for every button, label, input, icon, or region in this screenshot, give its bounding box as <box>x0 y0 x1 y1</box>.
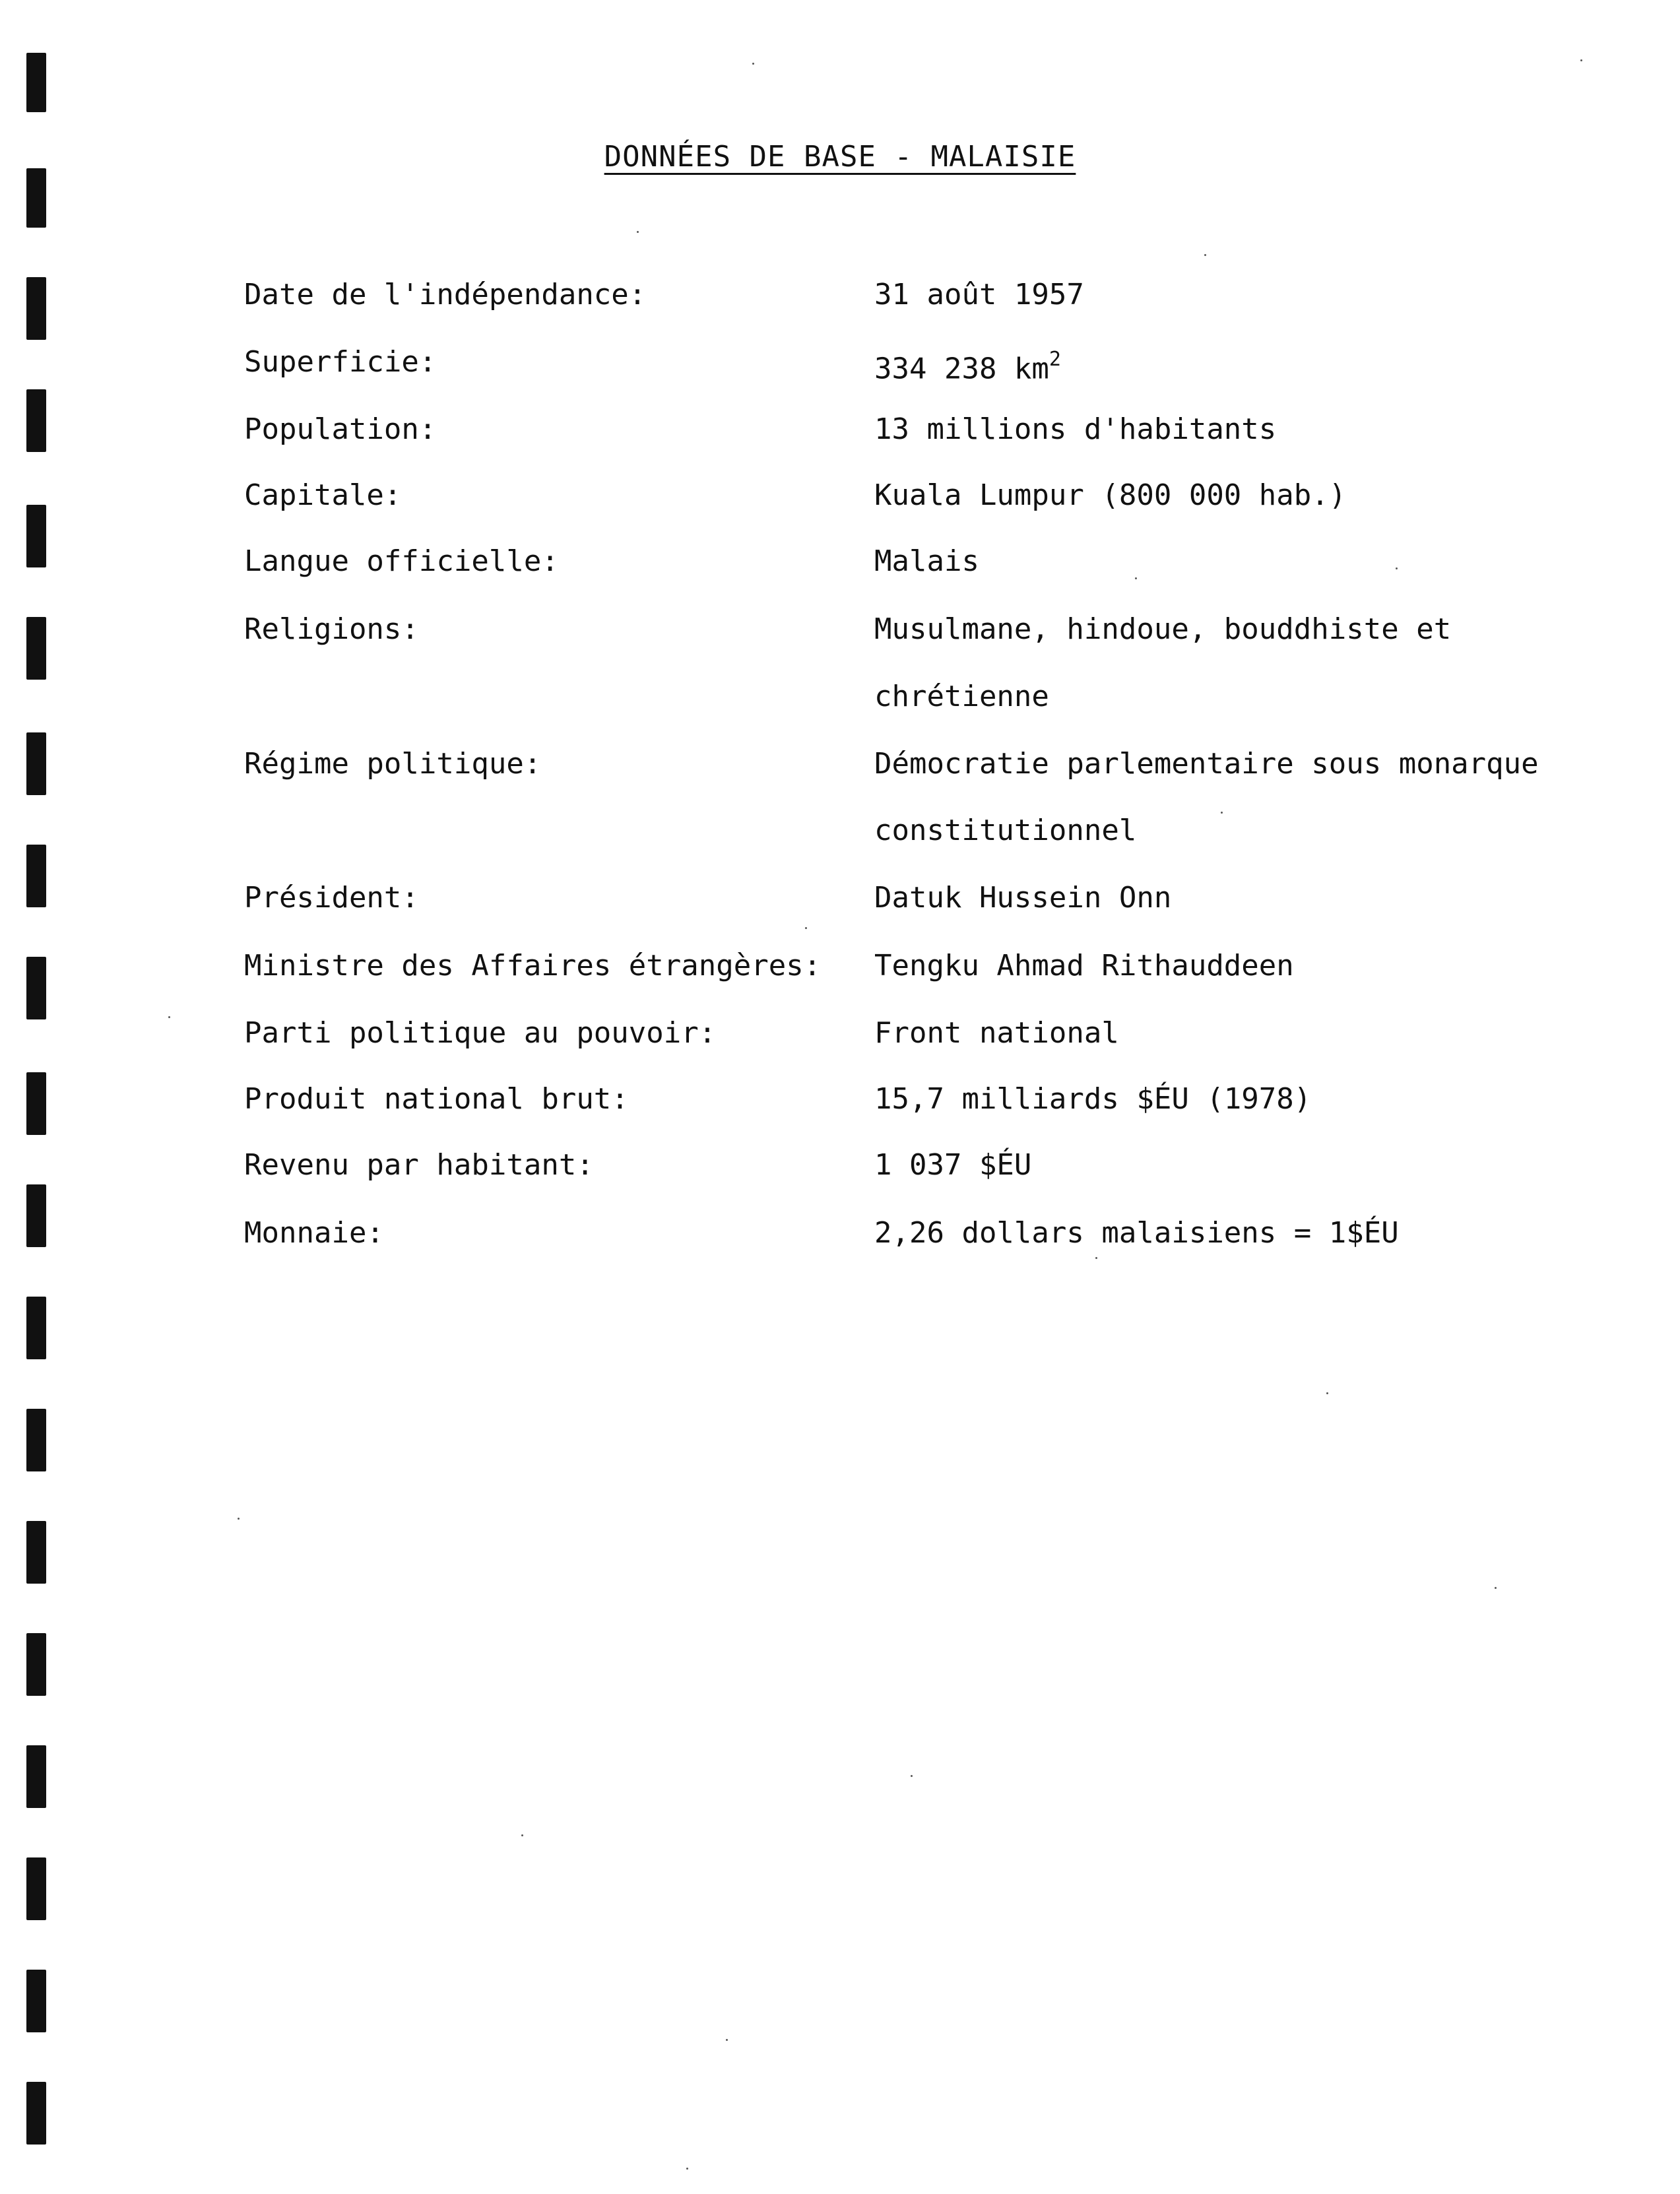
fact-value: Front national <box>874 1016 1119 1050</box>
fact-row-gnp <box>244 1066 1564 1133</box>
fact-row-political-regime-continued <box>244 797 1564 864</box>
fact-row-ruling-party <box>244 1000 1564 1067</box>
fact-value: 31 août 1957 <box>874 278 1084 311</box>
fact-label: Monnaie: <box>244 1216 384 1250</box>
fact-value-continuation: chrétienne <box>874 680 1049 713</box>
fact-value: 2,26 dollars malaisiens = 1$ÉU <box>874 1216 1399 1250</box>
scan-speck <box>1396 567 1398 569</box>
scan-speck <box>1221 812 1223 814</box>
binding-mark <box>26 277 46 340</box>
binding-mark <box>26 1409 46 1471</box>
scan-speck <box>637 231 639 233</box>
binding-mark <box>26 1184 46 1247</box>
area-unit-exponent: 2 <box>1049 348 1061 371</box>
scan-speck <box>1495 1587 1497 1589</box>
scan-speck <box>911 1775 913 1777</box>
binding-mark <box>26 389 46 452</box>
binding-mark <box>26 1633 46 1696</box>
fact-value: 1 037 $ÉU <box>874 1148 1032 1182</box>
fact-value-continuation: constitutionnel <box>874 814 1137 847</box>
fact-value: 13 millions d'habitants <box>874 412 1277 446</box>
fact-label: Religions: <box>244 612 419 646</box>
scan-speck <box>168 1016 170 1018</box>
scan-speck <box>238 1518 240 1520</box>
fact-row-population <box>244 396 1564 463</box>
fact-value: Tengku Ahmad Rithauddeen <box>874 949 1294 983</box>
binding-mark <box>26 617 46 680</box>
binding-mark <box>26 53 46 112</box>
fact-label: Régime politique: <box>244 747 542 781</box>
binding-mark <box>26 1970 46 2032</box>
scan-speck <box>1326 1392 1328 1394</box>
fact-label: Parti politique au pouvoir: <box>244 1016 717 1050</box>
scan-speck <box>726 2039 728 2041</box>
fact-row-religions-continued <box>244 663 1564 730</box>
fact-value <box>874 329 1061 403</box>
fact-label: Ministre des Affaires étrangères: <box>244 949 822 983</box>
fact-row-income-per-capita <box>244 1132 1564 1199</box>
fact-value: Kuala Lumpur (800 000 hab.) <box>874 478 1347 512</box>
area-value-text: 334 238 km <box>874 352 1049 386</box>
scan-speck <box>1580 59 1582 61</box>
binding-mark <box>26 2082 46 2145</box>
binding-mark <box>26 1745 46 1808</box>
fact-row-independence <box>244 261 1564 329</box>
fact-label: Président: <box>244 881 419 915</box>
fact-label: Date de l'indépendance: <box>244 278 647 311</box>
scan-speck <box>1095 1257 1097 1259</box>
fact-row-president <box>244 864 1564 932</box>
scan-speck <box>805 927 807 929</box>
binding-holes-strip <box>0 0 79 2194</box>
binding-mark <box>26 732 46 795</box>
binding-mark <box>26 1072 46 1135</box>
scan-speck <box>521 1834 523 1836</box>
fact-label: Produit national brut: <box>244 1082 629 1116</box>
scan-speck <box>1135 577 1137 579</box>
binding-mark <box>26 168 46 228</box>
fact-value: Malais <box>874 544 979 578</box>
fact-value: Musulmane, hindoue, bouddhiste et <box>874 612 1452 646</box>
fact-label: Revenu par habitant: <box>244 1148 594 1182</box>
fact-value: Démocratie parlementaire sous monarque <box>874 747 1539 781</box>
binding-mark <box>26 505 46 567</box>
fact-row-currency <box>244 1200 1564 1267</box>
fact-label: Capitale: <box>244 478 402 512</box>
page-title: DONNÉES DE BASE - MALAISIE <box>604 140 1076 174</box>
fact-label: Langue officielle: <box>244 544 559 578</box>
scan-speck <box>686 2168 688 2170</box>
binding-mark <box>26 1857 46 1920</box>
fact-row-religions <box>244 596 1564 663</box>
fact-row-area <box>244 329 1564 396</box>
binding-mark <box>26 1521 46 1584</box>
scan-speck <box>1204 254 1206 256</box>
fact-row-capital <box>244 462 1564 529</box>
fact-label: Population: <box>244 412 437 446</box>
binding-mark <box>26 845 46 907</box>
fact-value: Datuk Hussein Onn <box>874 881 1172 915</box>
fact-row-foreign-minister <box>244 932 1564 1000</box>
fact-value: 15,7 milliards $ÉU (1978) <box>874 1082 1312 1116</box>
fact-row-political-regime <box>244 730 1564 798</box>
fact-label: Superficie: <box>244 345 437 379</box>
fact-row-language <box>244 528 1564 595</box>
scan-speck <box>752 63 754 65</box>
binding-mark <box>26 957 46 1019</box>
binding-mark <box>26 1297 46 1359</box>
